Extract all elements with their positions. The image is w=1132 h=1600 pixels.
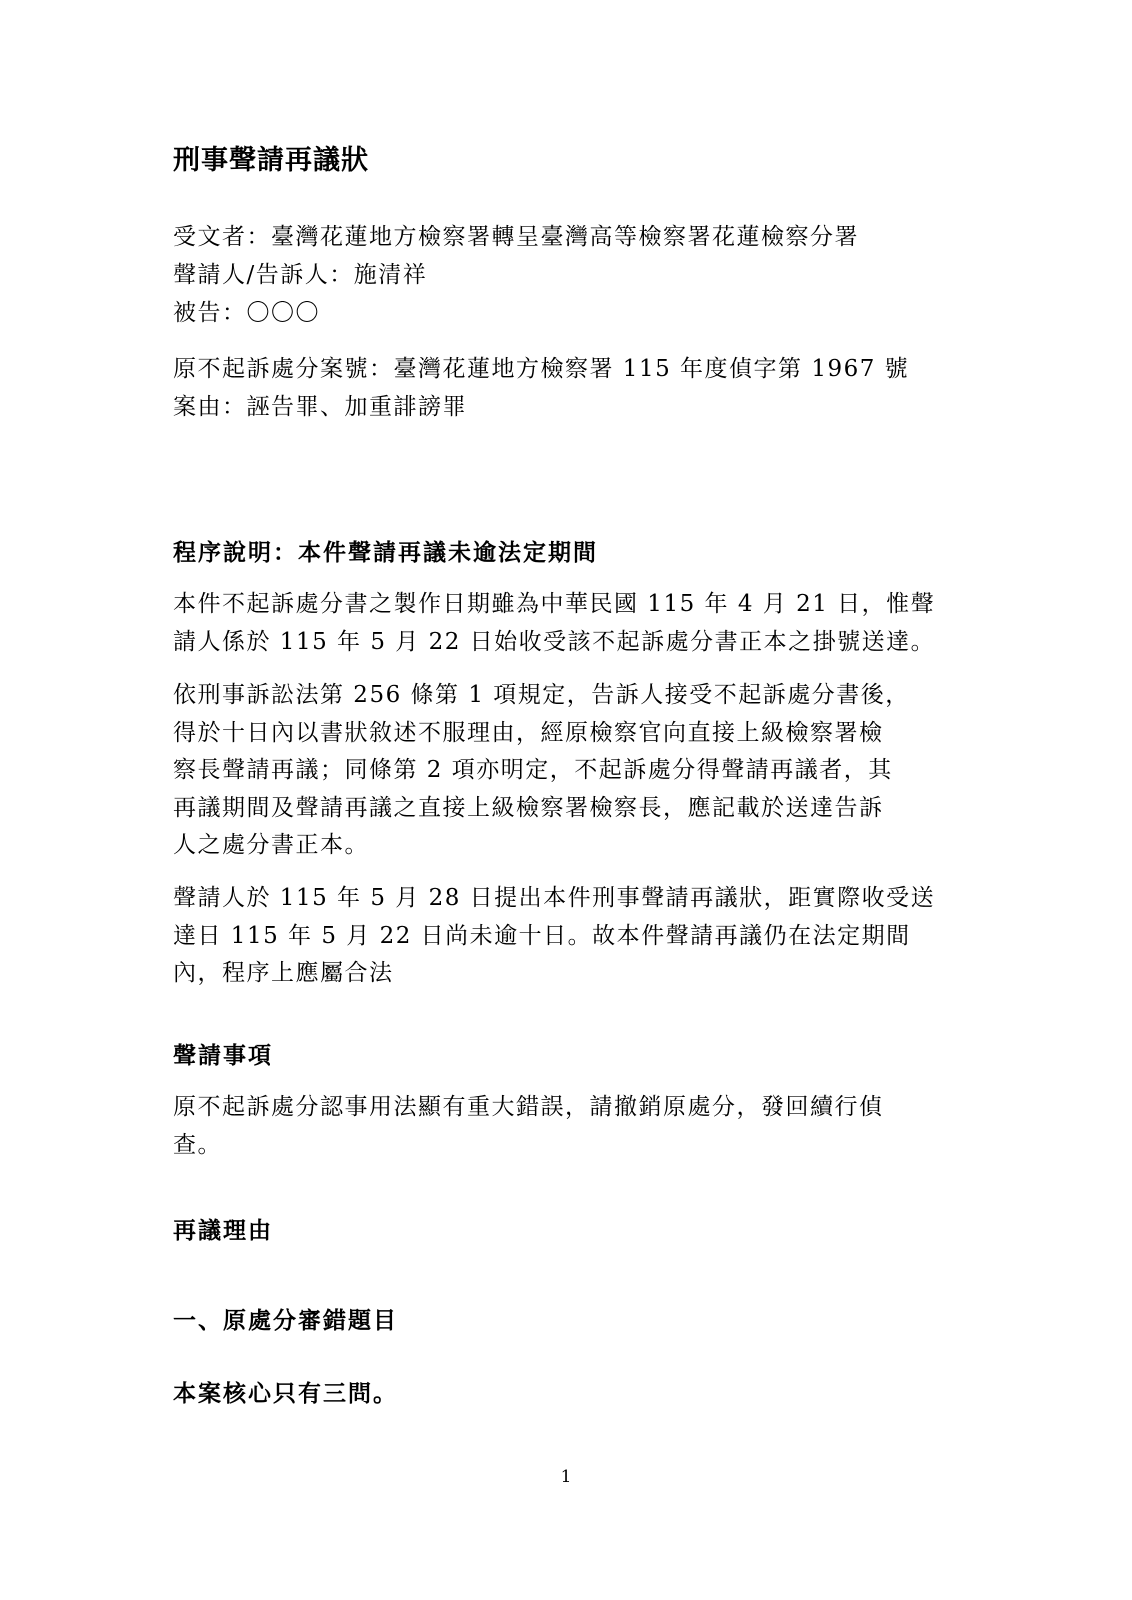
page-number: 1 bbox=[560, 1467, 572, 1487]
procedure-heading: 程序說明：本件聲請再議未逾法定期間 bbox=[173, 539, 598, 566]
applicant-line: 聲請人/告訴人：施清祥 bbox=[173, 262, 428, 288]
procedure-paragraph-1 bbox=[173, 586, 963, 661]
header-info bbox=[173, 218, 963, 332]
recipient-line: 受文者：臺灣花蓮地方檢察署轉呈臺灣高等檢察署花蓮檢察分署 bbox=[173, 224, 859, 250]
reasons-heading: 再議理由 bbox=[173, 1217, 273, 1244]
cause-line: 案由：誣告罪、加重誹謗罪 bbox=[173, 394, 467, 420]
paragraph-line: 人之處分書正本。 bbox=[173, 832, 369, 858]
paragraph-line: 原不起訴處分認事用法顯有重大錯誤，請撤銷原處分，發回續行偵 bbox=[173, 1094, 884, 1120]
paragraph-line: 達日 115 年 5 月 22 日尚未逾十日。故本件聲請再議仍在法定期間 bbox=[173, 922, 911, 949]
reasons-lead: 本案核心只有三問。 bbox=[173, 1380, 398, 1407]
procedure-paragraph-3 bbox=[173, 880, 963, 993]
request-paragraph bbox=[173, 1089, 963, 1164]
paragraph-line: 再議期間及聲請再議之直接上級檢察署檢察長，應記載於送達告訴 bbox=[173, 794, 884, 821]
reasons-subheading: 一、原處分審錯題目 bbox=[173, 1307, 398, 1334]
procedure-paragraph-2 bbox=[173, 677, 963, 865]
paragraph-line: 請人係於 115 年 5 月 22 日始收受該不起訴處分書正本之掛號送達。 bbox=[173, 628, 936, 655]
paragraph-line: 本件不起訴處分書之製作日期雖為中華民國 115 年 4 月 21 日，惟聲 bbox=[173, 591, 936, 617]
defendant-line: 被告：〇〇〇 bbox=[173, 300, 320, 326]
case-info bbox=[173, 350, 963, 426]
paragraph-line: 依刑事訴訟法第 256 條第 1 項規定，告訴人接受不起訴處分書後， bbox=[173, 682, 910, 708]
paragraph-line: 得於十日內以書狀敘述不服理由，經原檢察官向直接上級檢察署檢 bbox=[173, 719, 884, 746]
paragraph-line: 內，程序上應屬合法 bbox=[173, 960, 394, 986]
request-heading: 聲請事項 bbox=[173, 1042, 273, 1069]
paragraph-line: 察長聲請再議；同條第 2 項亦明定，不起訴處分得聲請再議者，其 bbox=[173, 757, 893, 783]
case-number-line: 原不起訴處分案號：臺灣花蓮地方檢察署 115 年度偵字第 1967 號 bbox=[173, 356, 910, 382]
document-title: 刑事聲請再議狀 bbox=[173, 145, 369, 176]
paragraph-line: 聲請人於 115 年 5 月 28 日提出本件刑事聲請再議狀，距實際收受送 bbox=[173, 885, 936, 911]
paragraph-line: 查。 bbox=[173, 1131, 222, 1158]
